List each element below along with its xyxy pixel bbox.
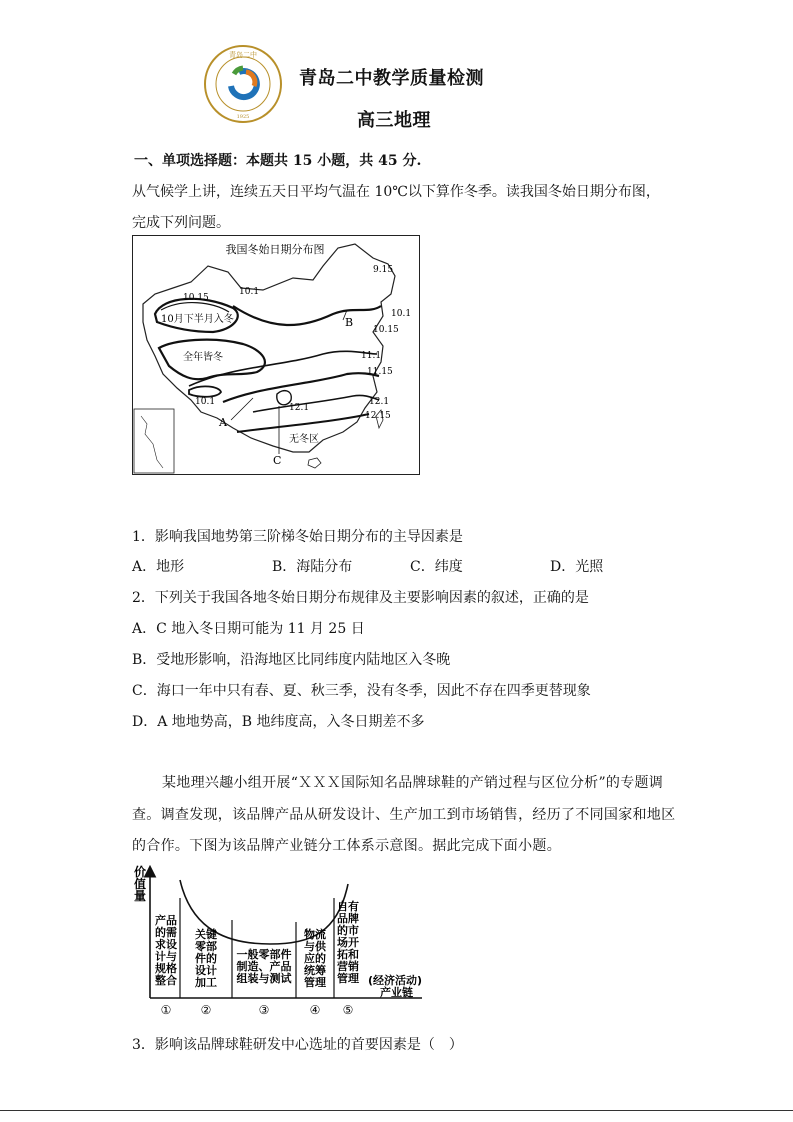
chain-stage-4-line-4: 统筹 <box>304 964 326 977</box>
map-point-c: C <box>273 454 282 467</box>
y-label-3: 量 <box>134 889 147 903</box>
isoline-1115 <box>223 373 379 402</box>
chain-stage-4-line-3: 应的 <box>304 952 326 965</box>
map-label-1015-w: 10.15 <box>183 293 209 303</box>
chain-stage-1-line-3: 求设 <box>155 938 177 951</box>
chain-stage-2-line-5: 加工 <box>195 976 217 989</box>
passage2-line-1: 某地理兴趣小组开展“ＸＸＸ国际知名品牌球鞋的产销过程与区位分析”的专题调 <box>162 775 664 791</box>
chain-stage-4-line-5: 管理 <box>304 976 326 989</box>
q2-option-b: B．受地形影响，沿海地区比同纬度内陆地区入冬晚 <box>132 652 451 668</box>
chain-stage-1-line-2: 的需 <box>155 926 177 939</box>
map-label-915: 9.15 <box>373 265 394 275</box>
chain-stage-2-line-1: 关键 <box>195 928 217 941</box>
chain-stage-3-line-3: 组装与测试 <box>236 972 292 985</box>
map-point-a: A <box>219 416 227 429</box>
logo-year: 1925 <box>236 114 250 120</box>
page-bottom-rule <box>0 1110 793 1111</box>
y-label-2: 值 <box>134 877 147 891</box>
isoline-north <box>233 306 381 325</box>
chain-stage-5-number: ⑤ <box>342 1003 354 1017</box>
chain-stage-3-line-1: 一般零部件 <box>236 948 292 961</box>
chain-stage-1-line-6: 整合 <box>155 974 177 987</box>
q2-stem: 2．下列关于我国各地冬始日期分布规律及主要影响因素的叙述，正确的是 <box>132 590 589 606</box>
inset-box <box>134 409 174 473</box>
q2-option-d: D．A 地地势高，B 地纬度高，入冬日期差不多 <box>132 714 425 730</box>
map-label-1115: 11.15 <box>367 367 393 377</box>
map-label-121-c: 12.1 <box>289 403 310 413</box>
chain-stage-5-line-6: 营销 <box>337 960 359 973</box>
winter-onset-map <box>132 235 420 475</box>
map-label-121-e: 12.1 <box>369 397 390 407</box>
school-title: 青岛二中教学质量检测 <box>299 68 484 89</box>
logo-arc-text: 青岛二中 <box>229 51 257 59</box>
map-region-oct: 10月下半月入冬 <box>161 314 234 325</box>
chain-stage-5-line-5: 拓和 <box>337 948 359 961</box>
chain-stage-5-line-7: 管理 <box>337 972 359 985</box>
passage2-line-2: 查。调查发现，该品牌产品从研发设计、生产加工到市场销售，经历了不同国家和地区 <box>132 807 676 823</box>
section-heading: 一、单项选择题：本题共 15 小题，共 45 分. <box>134 153 422 169</box>
isoline-sw-loop <box>189 386 221 396</box>
q1-option-b: B．海陆分布 <box>272 559 353 575</box>
isoline-1215 <box>237 414 369 432</box>
chain-stage-5-line-1: 自有 <box>337 900 359 913</box>
map-label-101-n: 10.1 <box>239 287 260 297</box>
q3-stem: 3．影响该品牌球鞋研发中心选址的首要因素是（ ） <box>132 1037 463 1053</box>
q1-option-a: A．地形 <box>132 559 185 575</box>
chain-stage-4-line-1: 物流 <box>304 928 326 941</box>
hainan-island <box>308 458 321 468</box>
chain-stage-1-line-5: 规格 <box>155 962 177 975</box>
map-label-111: 11.1 <box>361 351 382 361</box>
q1-option-d: D．光照 <box>550 559 604 575</box>
x-label-1: (经济活动) <box>368 974 423 987</box>
chain-stage-1-line-4: 计与 <box>155 950 177 963</box>
china-outline <box>143 244 395 452</box>
intro-line-1: 从气候学上讲，连续五天日平均气温在 10℃以下算作冬季。读我国冬始日期分布图， <box>132 184 660 200</box>
chain-stage-2-number: ② <box>200 1003 212 1017</box>
map-label-101-sw: 10.1 <box>195 397 216 407</box>
map-point-b: B <box>345 316 354 329</box>
map-label-1215: 12.15 <box>365 411 391 421</box>
chain-stage-5-line-2: 品牌 <box>337 912 359 925</box>
chain-stage-5-line-4: 场开 <box>337 936 359 949</box>
map-region-nowinter: 无冬区 <box>289 434 319 445</box>
industry-chain-chart <box>130 862 430 1018</box>
q2-option-a: A．C 地入冬日期可能为 11 月 25 日 <box>132 621 365 637</box>
q1-option-c: C．纬度 <box>410 559 463 575</box>
subject-title: 高三地理 <box>357 110 431 131</box>
y-label-1: 价 <box>134 865 147 879</box>
chain-stage-1-line-1: 产品 <box>155 914 177 927</box>
intro-line-2: 完成下列问题。 <box>132 215 230 231</box>
map-label-101-e: 10.1 <box>391 309 412 319</box>
map-region-winter: 全年皆冬 <box>183 352 223 363</box>
chain-stage-2-line-4: 设计 <box>195 964 217 977</box>
school-logo <box>203 44 283 124</box>
chain-stage-2-line-2: 零部 <box>195 940 217 953</box>
map-title: 我国冬始日期分布图 <box>225 243 325 256</box>
chain-stage-4-line-2: 与供 <box>304 940 326 953</box>
isoline-1015-w <box>161 303 229 312</box>
q1-stem: 1．影响我国地势第三阶梯冬始日期分布的主导因素是 <box>132 529 463 545</box>
isoline-121 <box>253 395 379 412</box>
x-label-2: 产业链 <box>380 986 413 999</box>
passage2-line-3: 的合作。下图为该品牌产业链分工体系示意图。据此完成下面小题。 <box>132 838 561 854</box>
map-label-1015-e: 10.15 <box>373 325 399 335</box>
chain-stage-3-number: ③ <box>258 1003 270 1017</box>
chain-stage-4-number: ④ <box>309 1003 321 1017</box>
chain-stage-3-line-2: 制造、产品 <box>236 960 292 973</box>
chain-stage-1-number: ① <box>160 1003 172 1017</box>
q2-option-c: C．海口一年中只有春、夏、秋三季，没有冬季，因此不存在四季更替现象 <box>132 683 591 699</box>
chain-stage-5-line-3: 的市 <box>337 924 359 937</box>
chain-stage-2-line-3: 件的 <box>195 952 217 965</box>
